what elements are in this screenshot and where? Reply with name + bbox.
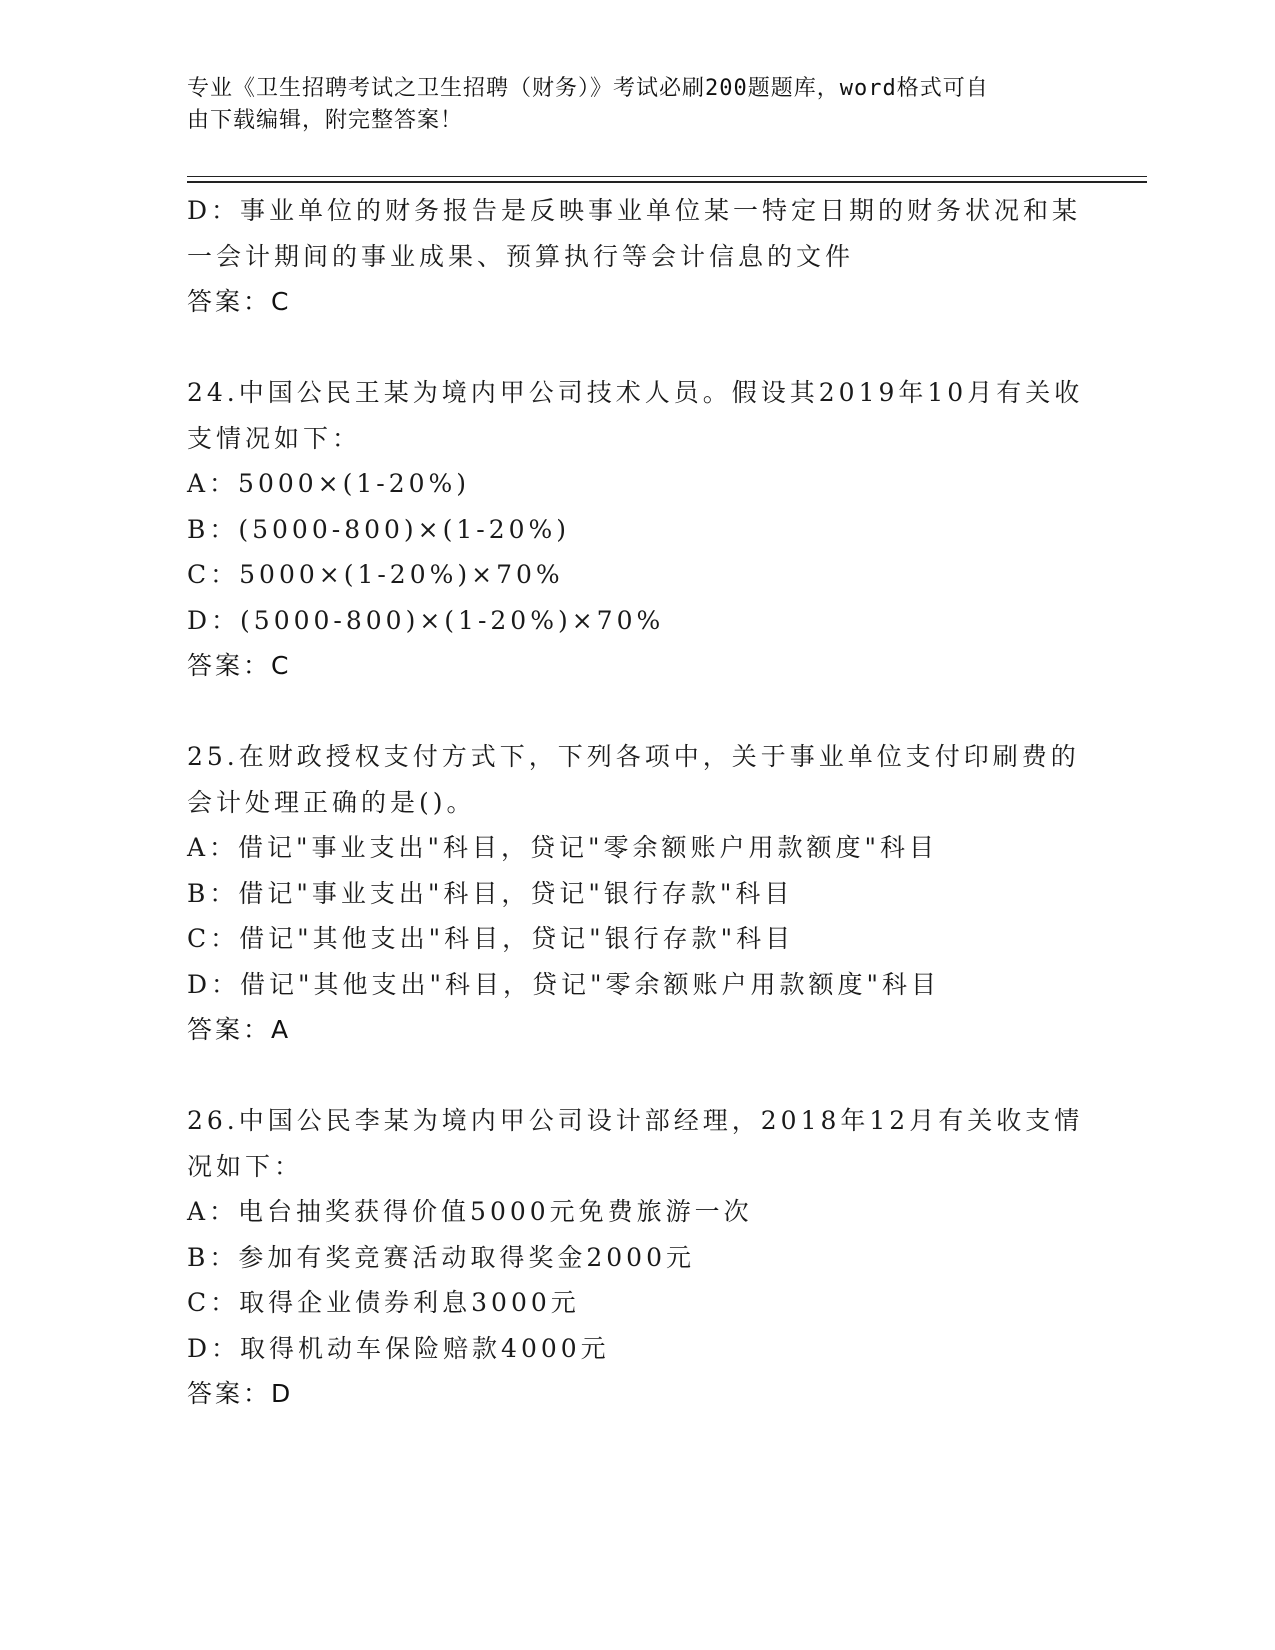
answer-line: 答案：A — [187, 1015, 292, 1044]
header-line-2: 由下载编辑，附完整答案！ — [187, 108, 464, 133]
answer-line: 答案：D — [187, 1379, 294, 1408]
option-b: B：借记"事业支出"科目，贷记"银行存款"科目 — [187, 878, 794, 908]
option-c: C：借记"其他支出"科目，贷记"银行存款"科目 — [187, 924, 795, 953]
answer-line: 答案：C — [187, 651, 292, 680]
spacer — [187, 1053, 1087, 1099]
header-line-1: 专业《卫生招聘考试之卫生招聘（财务）》考试必刷200题题库，word格式可自 — [187, 76, 989, 101]
option-b: B：参加有奖竞赛活动取得奖金2000元 — [187, 1242, 695, 1272]
question-23-tail — [187, 188, 1087, 325]
question-stem: 26.中国公民李某为境内甲公司设计部经理，2018年12月有关收支情 — [187, 1106, 1084, 1135]
spacer — [187, 689, 1087, 735]
question-24 — [187, 370, 1087, 689]
option-a: A：5000×(1-20%) — [187, 469, 471, 498]
option-d-continuation: 一会计期间的事业成果、预算执行等会计信息的文件 — [187, 241, 855, 271]
question-stem: 24.中国公民王某为境内甲公司技术人员。假设其2019年10月有关收 — [187, 378, 1084, 407]
question-25 — [187, 734, 1087, 1053]
option-d: D：事业单位的财务报告是反映事业单位某一特定日期的财务状况和某 — [187, 196, 1082, 225]
document-body — [187, 188, 1087, 1417]
question-26 — [187, 1098, 1087, 1417]
option-d: D：取得机动车保险赔款4000元 — [187, 1333, 610, 1363]
header-divider-thin — [187, 176, 1147, 177]
document-header — [187, 73, 1067, 137]
header-divider-thick — [187, 181, 1147, 183]
option-a: A：电台抽奖获得价值5000元免费旅游一次 — [187, 1197, 753, 1226]
spacer — [187, 325, 1087, 371]
option-a: A：借记"事业支出"科目，贷记"零余额账户用款额度"科目 — [187, 833, 939, 862]
question-stem: 25.在财政授权支付方式下，下列各项中，关于事业单位支付印刷费的 — [187, 742, 1080, 771]
question-stem-continuation: 支情况如下： — [187, 423, 362, 453]
question-stem-continuation: 会计处理正确的是()。 — [187, 787, 476, 817]
option-d: D：(5000-800)×(1-20%)×70% — [187, 605, 665, 635]
option-b: B：(5000-800)×(1-20%) — [187, 514, 571, 544]
option-c: C：5000×(1-20%)×70% — [187, 560, 564, 589]
answer-line: 答案：C — [187, 287, 292, 316]
option-d: D：借记"其他支出"科目，贷记"零余额账户用款额度"科目 — [187, 969, 941, 999]
question-stem-continuation: 况如下： — [187, 1151, 304, 1181]
option-c: C：取得企业债券利息3000元 — [187, 1288, 580, 1317]
